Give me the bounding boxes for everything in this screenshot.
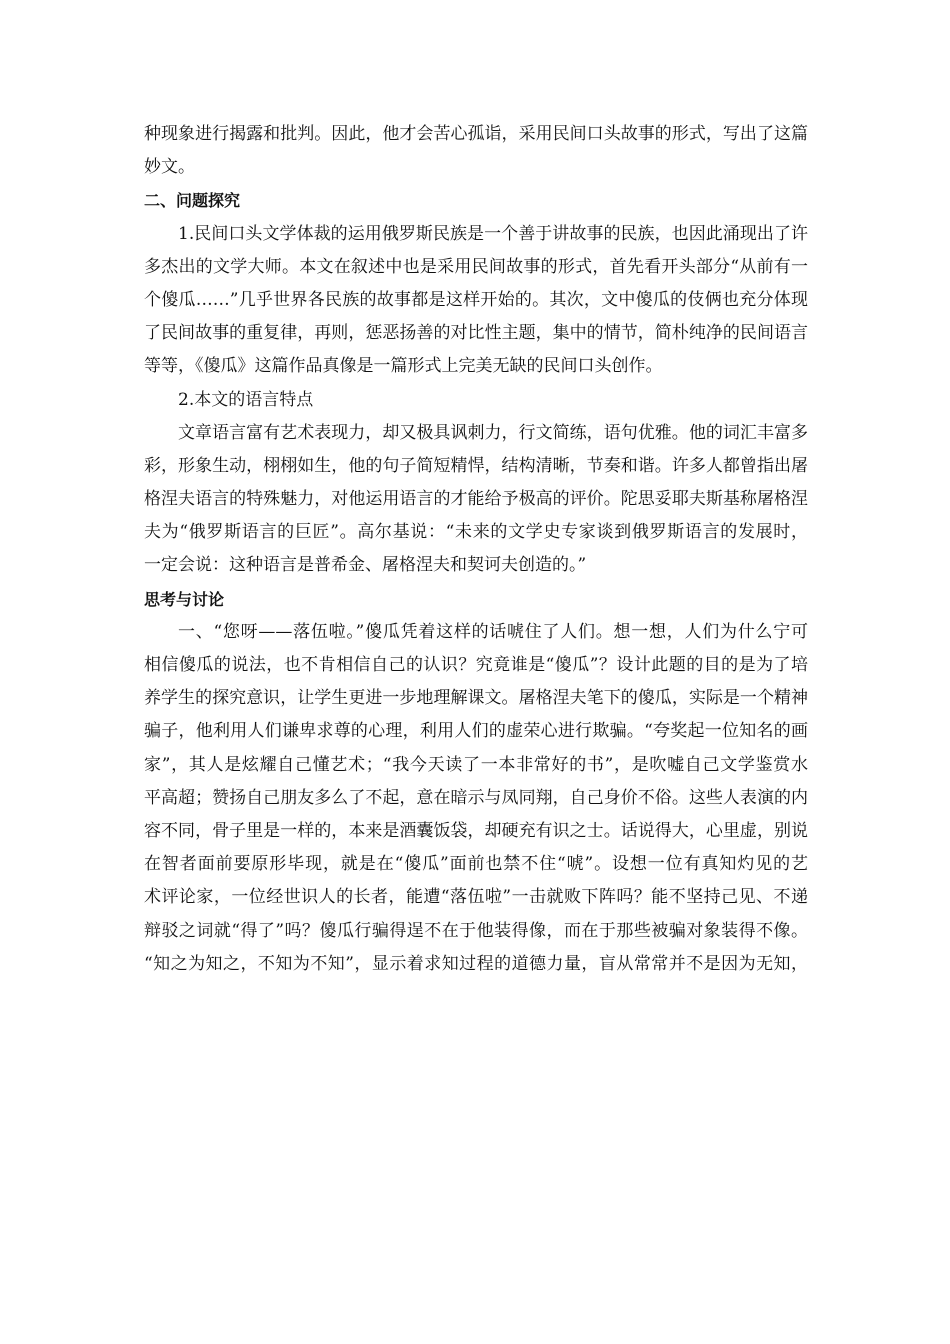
text-line: 平高超；赞扬自己朋友多么了不起，意在暗示与凤同翔，自己身价不俗。这些人表演的内 [144, 787, 808, 808]
text-line: 相信傻瓜的说法，也不肯相信自己的认识？究竟谁是“傻瓜”？设计此题的目的是为了培 [144, 655, 808, 675]
text-line: 等等，《傻瓜》这篇作品真像是一篇形式上完美无缺的民间口头创作。 [144, 356, 663, 377]
section-heading: 二、问题探究 [144, 191, 241, 211]
text-line: 家”，其人是炫耀自己懂艺术；“我今天读了一本非常好的书”，是吹嘘自己文学鉴赏水 [144, 754, 808, 775]
item1-paragraph [144, 218, 808, 384]
text-line: 容不同，骨子里是一样的，本来是酒囊饭袋，却硬充有识之士。话说得大，心里虚，别说 [144, 820, 808, 841]
text-line: 妙文。 [144, 157, 195, 178]
text-line: 了民间故事的重复律，再则，惩恶扬善的对比性主题，集中的情节，简朴纯净的民间语言 [144, 323, 808, 344]
text-line: 夫为“俄罗斯语言的巨匠”。高尔基说：“未来的文学史专家谈到俄罗斯语言的发展时， [144, 522, 808, 543]
discussion-heading: 思考与讨论 [144, 589, 225, 609]
text-line: 养学生的探究意识，让学生更进一步地理解课文。屠格涅夫笔下的傻瓜，实际是一个精神 [144, 688, 808, 709]
text-line: 文章语言富有艺术表现力，却又极具讽刺力，行文简练，语句优雅。他的词汇丰富多 [178, 422, 808, 443]
item2-paragraph [144, 417, 808, 583]
text-line: 在智者面前要原形毕现，就是在“傻瓜”面前也禁不住“唬”。设想一位有真知灼见的艺 [144, 854, 808, 875]
text-line: 格涅夫语言的特殊魅力，对他运用语言的才能给予极高的评价。陀思妥耶夫斯基称屠格涅 [144, 489, 808, 510]
text-line: 一、“您呀——落伍啦。”傻瓜凭着这样的话唬住了人们。想一想，人们为什么宁可 [178, 621, 808, 642]
document-page [144, 118, 808, 981]
text-line: 彩，形象生动，栩栩如生，他的句子简短精悍，结构清晰，节奏和谐。许多人都曾指出屠 [144, 455, 808, 476]
text-line: 术评论家，一位经世识人的长者，能遭“落伍啦”一击就败下阵吗？能不坚持己见、不递 [144, 887, 808, 908]
text-line: 多杰出的文学大师。本文在叙述中也是采用民间故事的形式，首先看开头部分“从前有一 [144, 256, 808, 277]
text-line: 骗子，他利用人们谦卑求尊的心理，利用人们的虚荣心进行欺骗。“夸奖起一位知名的画 [144, 721, 808, 742]
text-line: 辩驳之词就“得了”吗？傻瓜行骗得逞不在于他装得像，而在于那些被骗对象装得不像。 [144, 920, 808, 941]
discussion-paragraph [144, 616, 808, 981]
text-line: 种现象进行揭露和批判。因此，他才会苦心孤诣，采用民间口头故事的形式，写出了这篇 [144, 124, 808, 144]
text-line: 1.民间口头文学体裁的运用俄罗斯民族是一个善于讲故事的民族，也因此涌现出了许 [178, 223, 808, 244]
item2-title: 2.本文的语言特点 [178, 389, 314, 410]
text-line: “知之为知之，不知为不知”，显示着求知过程的道德力量，盲从常常并不是因为无知， [144, 953, 808, 974]
intro-paragraph [144, 118, 808, 184]
text-line: 一定会说：这种语言是普希金、屠格涅夫和契诃夫创造的。” [144, 555, 587, 576]
text-line: 个傻瓜……”几乎世界各民族的故事都是这样开始的。其次，文中傻瓜的伎俩也充分体现 [144, 289, 808, 310]
